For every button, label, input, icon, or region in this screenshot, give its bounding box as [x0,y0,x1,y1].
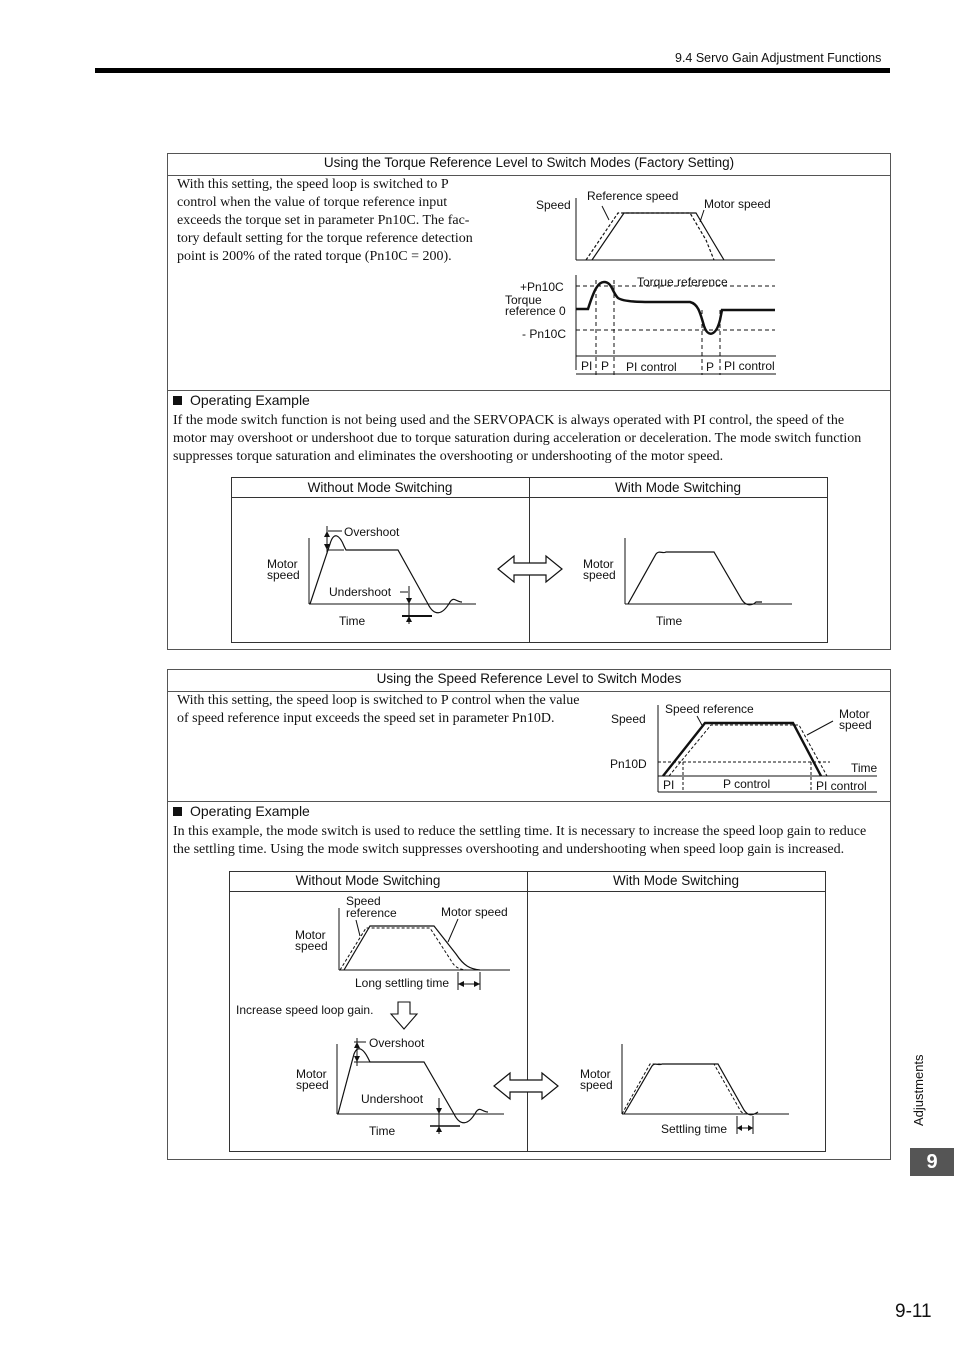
motor-speed-curve [338,1049,488,1123]
motor-speed-curve [310,536,462,613]
col-with-mode-switching: With Mode Switching [612,873,740,888]
leader-line [807,721,833,735]
leader-line [700,210,704,222]
arrow-icon [458,981,464,987]
leader-line [448,919,458,942]
overshoot-label: Overshoot [344,525,400,539]
speed-label: speed [839,718,872,732]
mode-pi: PI [581,359,593,373]
desc-line: control when the value of torque reference input [177,195,448,210]
chapter-tab: 9 [910,1148,954,1176]
motor-label: Motor [580,1067,611,1081]
section-header: 9.4 Servo Gain Adjustment Functions [675,51,882,65]
text-line: If the mode switch function is not being used and the SERVOPACK is always operated with PI control, the speed of the [173,413,845,428]
mode-pi: PI [663,778,675,792]
motor-speed-curve [628,552,762,605]
undershoot-label: Undershoot [329,585,392,599]
leader-line [697,716,703,727]
comparison-diagram-1 [232,498,827,642]
speed-label: speed [295,939,328,953]
torque-label-line1: Torque [505,293,542,307]
desc-line: exceeds the torque set in parameter Pn10C. The fac- [177,213,470,228]
mode-pi-control: PI control [816,779,867,793]
torque-reference-curve [576,282,775,334]
heading-text: Operating Example [190,392,310,408]
heading-text: Operating Example [190,803,310,819]
motor-speed-curve [344,926,480,970]
operating-example-text [173,412,888,466]
text-line: the settling time. Using the mode switch suppresses overshooting and undershooting when speed loop gain is increased. [173,842,845,857]
mode-p-2: P [706,360,715,374]
bullet-square [173,396,182,405]
torque-reference-label: Torque reference [637,275,728,289]
chapter-side-label: Adjustments [911,1054,926,1126]
undershoot-label: Undershoot [361,1092,424,1106]
bullet-square [173,807,182,816]
leader-line [602,206,609,220]
motor-label: Motor [267,557,298,571]
pn10d-label: Pn10D [610,757,647,771]
mode-pi-control: PI control [626,360,677,374]
speed-box-title: Using the Speed Reference Level to Switch Modes [376,671,682,686]
motor-speed-label: Motor speed [704,197,771,211]
speed-axis-label: Speed [611,712,646,726]
long-settling-label: Long settling time [355,976,450,990]
motor-label: Motor [583,557,614,571]
text-line: In this example, the mode switch is used to reduce the settling time. It is necessary to increase the speed loop gain to reduce [173,824,867,839]
comparison-diagram-2 [230,892,825,1150]
torque-box-description [177,176,497,266]
mode-p: P [601,359,610,373]
leader-line [356,920,360,936]
col-without-mode-switching: Without Mode Switching [295,873,441,888]
text-line: motor may overshoot or undershoot due to torque saturation during acceleration or deceleration. The mode switch function [173,431,862,446]
speed-reference-curve [622,1064,748,1114]
mode-p-control: P control [723,777,771,791]
operating-example-text [173,823,888,859]
arrow-icon [324,531,330,537]
motor-label: Motor [296,1067,327,1081]
reference-speed-label: Reference speed [587,189,679,203]
speed-box-description [177,692,607,728]
increase-gain-label: Increase speed loop gain. [236,1003,374,1017]
double-arrow-icon [498,556,562,582]
arrow-icon [436,1126,442,1132]
speed-reference-label: Speed reference [665,702,754,716]
arrow-icon [737,1125,742,1131]
desc-line: of speed reference input exceeds the speed set in parameter Pn10D. [177,711,555,726]
motor-label: Motor [839,707,870,721]
text-line: suppresses torque saturation and eliminates the overshooting or undershooting of the motor speed. [173,449,724,464]
speed-label: speed [580,1078,613,1092]
time-label: Time [656,614,683,628]
plus-pn10c-label: +Pn10C [520,280,564,294]
speed-reference-label-1: Speed [346,894,381,908]
motor-label: Motor [295,928,326,942]
settling-time-label: Settling time [661,1122,728,1136]
arrow-icon [406,598,412,604]
arrow-icon [748,1125,753,1131]
desc-line: tory default setting for the torque reference detection [177,231,473,246]
reference-speed-curve [586,213,714,260]
double-arrow-icon [494,1073,558,1099]
minus-pn10c-label: - Pn10C [522,327,567,341]
torque-label-line2: reference 0 [505,304,566,318]
torque-switch-timing-diagram [500,180,790,380]
time-label: Time [339,614,366,628]
time-label: Time [851,761,878,775]
speed-label: speed [267,568,300,582]
speed-label: speed [583,568,616,582]
speed-reference-curve [663,723,821,776]
desc-line: With this setting, the speed loop is switched to P control when the value [177,693,580,708]
operating-example-heading [173,803,310,819]
speed-label: speed [296,1078,329,1092]
motor-speed-label: Motor speed [441,905,508,919]
col-without-mode-switching: Without Mode Switching [307,480,453,495]
speed-axis-label: Speed [536,198,571,212]
arrow-icon [436,1108,442,1114]
torque-box-title: Using the Torque Reference Level to Switch Modes (Factory Setting) [323,155,735,170]
down-arrow-icon [391,1002,417,1029]
mode-pi-control-2: PI control [724,359,775,373]
time-label: Time [369,1124,396,1138]
divider [167,801,891,802]
desc-line: point is 200% of the rated torque (Pn10C = 200). [177,249,452,264]
operating-example-heading [173,392,310,408]
motor-speed-curve [669,725,827,776]
desc-line: With this setting, the speed loop is switched to P [177,177,449,192]
col-with-mode-switching: With Mode Switching [614,480,742,495]
page-number: 9-11 [895,1301,932,1322]
speed-reference-label-2: reference [346,906,397,920]
divider [167,390,891,391]
speed-switch-timing-diagram [605,695,885,797]
arrow-icon [474,981,480,987]
arrow-icon [354,1056,360,1062]
arrow-icon [354,1042,360,1048]
header-rule [95,68,890,73]
overshoot-label: Overshoot [369,1036,425,1050]
